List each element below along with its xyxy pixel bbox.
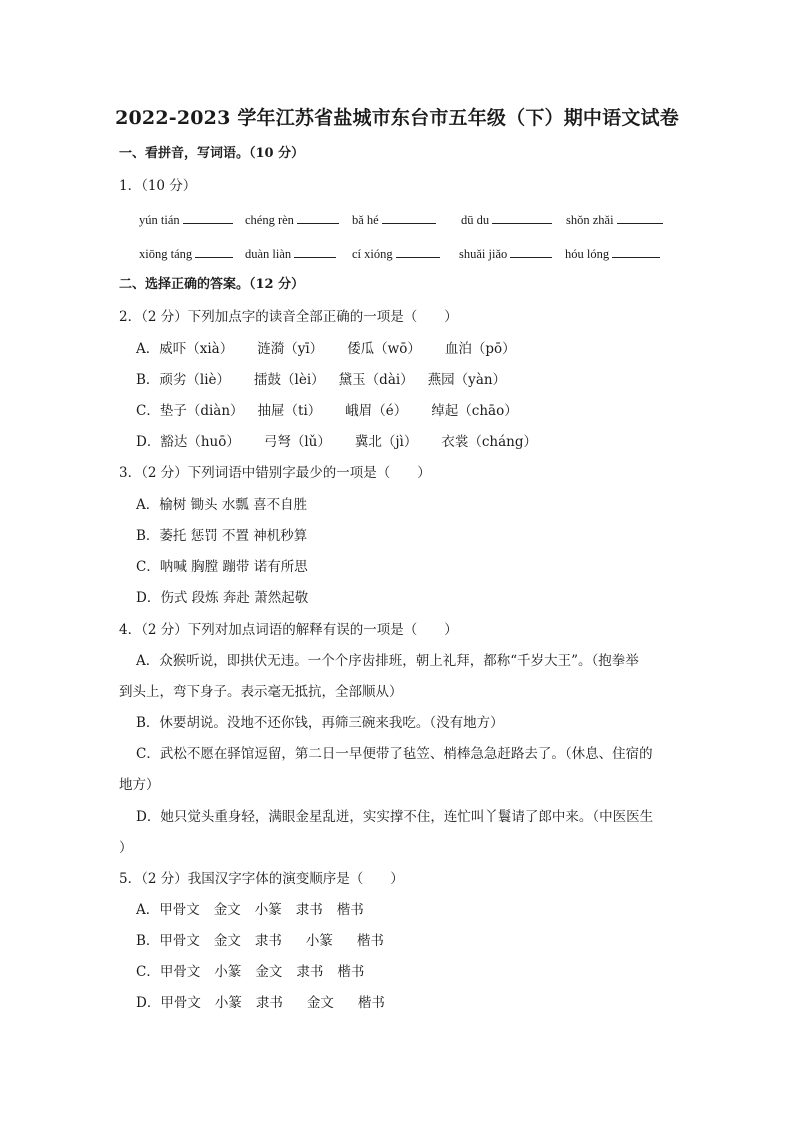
section-2-heading: 二、选择正确的答案。（12 分）: [119, 277, 305, 292]
q2-option-a[interactable]: [136, 339, 516, 359]
pinyin-item: [245, 209, 339, 230]
answer-blank[interactable]: [396, 243, 440, 258]
q4-option-c[interactable]: C．武松不愿在驿馆逗留，第二日一早便带了毡笠、梢棒急急赶路去了。（休息、住宿的: [136, 746, 653, 762]
pinyin-item: [139, 209, 233, 230]
option-part: D．甲骨文: [136, 995, 201, 1011]
pinyin-item: [352, 243, 440, 264]
option-part: 金文: [306, 995, 334, 1011]
q4-option-a[interactable]: A．众猴听说，即拱伏无违。一个个序齿排班，朝上礼拜，都称“千岁大王”。（抱拳举: [136, 653, 639, 669]
option-part: 隶书: [296, 964, 324, 980]
answer-blank[interactable]: [382, 209, 436, 224]
option-part: 隶书: [295, 902, 323, 918]
pinyin-item: [461, 209, 552, 230]
pinyin-text: xiōng táng: [139, 247, 193, 261]
q5-option-d[interactable]: [136, 993, 385, 1013]
option-part: 冀北（jì）: [354, 434, 418, 450]
pinyin-text: bǎ hé: [352, 213, 379, 227]
question-5: 5．（2 分）我国汉字字体的演变顺序是（ ）: [119, 871, 404, 887]
q5-option-a[interactable]: [136, 900, 364, 920]
option-part: 抽屉（ti）: [257, 403, 322, 419]
q3-option-b[interactable]: B．萎托 惩罚 不置 神机秒算: [136, 528, 308, 544]
answer-blank[interactable]: [294, 243, 336, 258]
q2-option-d[interactable]: [136, 432, 537, 452]
pinyin-item: [245, 243, 336, 264]
question-3: 3．（2 分）下列词语中错别字最少的一项是（ ）: [119, 465, 431, 481]
option-part: A．甲骨文: [136, 902, 200, 918]
pinyin-item: [459, 243, 552, 264]
option-part: 衣裳（cháng）: [441, 434, 538, 450]
q3-option-c[interactable]: C．呐喊 胸膛 蹦带 诺有所思: [136, 559, 308, 575]
pinyin-text: shǒn zhǎi: [566, 213, 614, 227]
option-part: 涟漪（yī）: [257, 341, 324, 357]
option-part: 弓弩（lǔ）: [263, 434, 331, 450]
pinyin-text: dū du: [461, 213, 490, 227]
pinyin-text: chéng rèn: [245, 213, 294, 227]
option-part: 楷书: [336, 902, 364, 918]
option-part: B．顽劣（liè）: [136, 372, 231, 388]
option-part: A．威吓（xià）: [136, 341, 234, 357]
pinyin-item: [139, 243, 233, 264]
option-part: C．甲骨文: [136, 964, 201, 980]
pinyin-text: cí xióng: [352, 247, 393, 261]
q5-option-b[interactable]: [136, 931, 384, 951]
q4-option-a-cont: 到头上，弯下身子。表示毫无抵抗，全部顺从）: [119, 684, 403, 700]
question-4: 4．（2 分）下列对加点词语的解释有误的一项是（ ）: [119, 622, 458, 638]
option-part: 倭瓜（wō）: [347, 341, 421, 357]
q2-option-c[interactable]: [136, 401, 518, 421]
q3-option-d[interactable]: D．伤式 段炼 奔赴 萧然起敬: [136, 590, 309, 606]
option-part: 小篆: [305, 933, 333, 949]
pinyin-item: [566, 209, 663, 230]
q4-option-d-cont: ）: [119, 840, 133, 856]
option-part: 金文: [213, 933, 241, 949]
option-part: 楷书: [357, 995, 385, 1011]
option-part: 小篆: [254, 902, 282, 918]
q4-option-b[interactable]: B．休要胡说。没地不还你钱，再筛三碗来我吃。（没有地方）: [136, 715, 504, 731]
option-part: 血泊（pō）: [444, 341, 516, 357]
pinyin-item: [352, 209, 436, 230]
page-title: 2022-2023 学年江苏省盐城市东台市五年级（下）期中语文试卷: [115, 107, 679, 129]
pinyin-text: shuǎi jiǎo: [459, 247, 508, 261]
pinyin-text: yún tián: [139, 213, 180, 227]
q3-option-a[interactable]: A．榆树 锄头 水瓢 喜不自胜: [136, 497, 308, 513]
option-part: 金文: [213, 902, 241, 918]
option-part: 峨眉（é）: [345, 403, 408, 419]
answer-blank[interactable]: [183, 209, 233, 224]
section-1-heading: 一、看拼音，写词语。（10 分）: [119, 146, 305, 161]
q4-option-d[interactable]: D．她只觉头重身轻，满眼金星乱迸，实实撑不住，连忙叫丫鬟请了郎中来。（中医医生: [136, 809, 654, 825]
option-part: 燕园（yàn）: [427, 372, 507, 388]
question-1: 1．（10 分）: [119, 178, 197, 194]
option-part: 小篆: [214, 964, 242, 980]
answer-blank[interactable]: [195, 243, 233, 258]
q4-option-c-cont: 地方）: [119, 777, 160, 793]
option-part: 楷书: [356, 933, 384, 949]
answer-blank[interactable]: [297, 209, 339, 224]
pinyin-item: [565, 243, 660, 264]
option-part: 小篆: [214, 995, 242, 1011]
option-part: 金文: [255, 964, 283, 980]
answer-blank[interactable]: [492, 209, 552, 224]
question-2: 2．（2 分）下列加点字的读音全部正确的一项是（ ）: [119, 309, 458, 325]
option-part: 隶书: [254, 933, 282, 949]
q5-option-c[interactable]: [136, 962, 364, 982]
option-part: C．垫子（diàn）: [136, 403, 244, 419]
answer-blank[interactable]: [612, 243, 660, 258]
option-part: 楷书: [337, 964, 365, 980]
option-part: 黛玉（dài）: [338, 372, 414, 388]
answer-blank[interactable]: [510, 243, 552, 258]
option-part: 绰起（chāo）: [431, 403, 518, 419]
pinyin-text: duàn liàn: [245, 247, 292, 261]
option-part: B．甲骨文: [136, 933, 200, 949]
answer-blank[interactable]: [617, 209, 663, 224]
option-part: 擂鼓（lèi）: [254, 372, 325, 388]
option-part: D．豁达（huō）: [136, 434, 240, 450]
option-part: 隶书: [255, 995, 283, 1011]
pinyin-text: hóu lóng: [565, 247, 610, 261]
q2-option-b[interactable]: [136, 370, 506, 390]
